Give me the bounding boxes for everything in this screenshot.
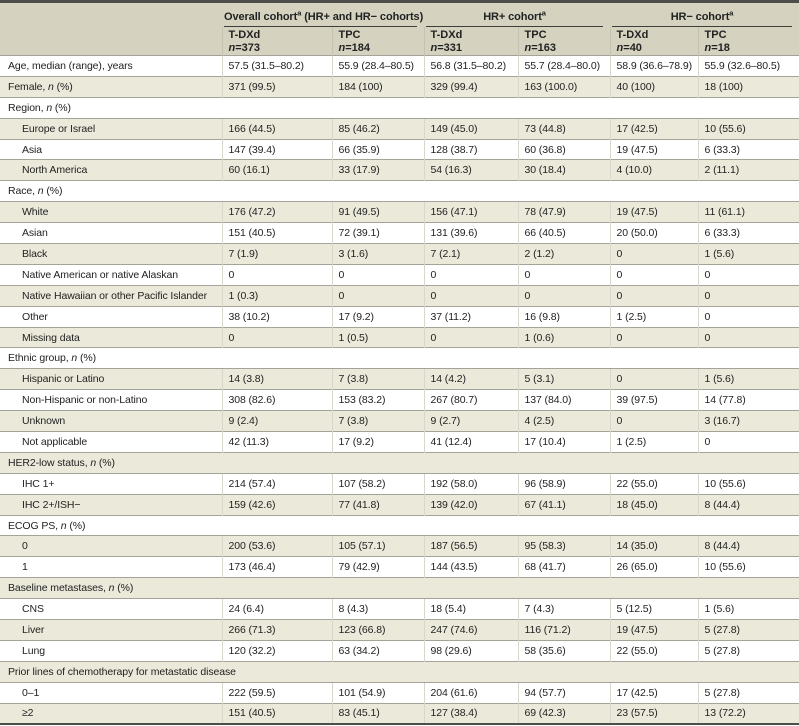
cell-value: 1 (0.3): [222, 285, 332, 306]
cell-value: 149 (45.0): [424, 118, 518, 139]
cell-value: 131 (39.6): [424, 223, 518, 244]
cell-value: 0: [332, 285, 424, 306]
row-label: 1: [0, 557, 222, 578]
table-row: [0, 432, 799, 453]
cell-value: 0: [332, 264, 424, 285]
cell-value: 0: [518, 264, 610, 285]
column-header-tpc-overall: TPC n=184: [332, 27, 424, 56]
cell-value: 17 (10.4): [518, 432, 610, 453]
section-label: Prior lines of chemotherapy for metastatic disease: [0, 661, 799, 682]
cell-value: 200 (53.6): [222, 536, 332, 557]
cell-value: 1 (2.5): [610, 432, 698, 453]
cell-value: 3 (16.7): [698, 411, 799, 432]
cell-value: 41 (12.4): [424, 432, 518, 453]
cell-value: 72 (39.1): [332, 223, 424, 244]
footnote-marker: a: [541, 7, 546, 17]
row-label: North America: [0, 160, 222, 181]
group-header-hr-positive-cohort: [424, 2, 610, 27]
cell-value: 0: [698, 264, 799, 285]
table-row: [0, 285, 799, 306]
table-row: [0, 223, 799, 244]
row-label: Other: [0, 306, 222, 327]
cell-value: 54 (16.3): [424, 160, 518, 181]
cell-value: 107 (58.2): [332, 473, 424, 494]
cell-value: 153 (83.2): [332, 390, 424, 411]
cell-value: 7 (1.9): [222, 244, 332, 265]
cell-value: 116 (71.2): [518, 620, 610, 641]
cell-value: 2 (1.2): [518, 244, 610, 265]
cell-value: 14 (4.2): [424, 369, 518, 390]
cell-value: 127 (38.4): [424, 703, 518, 724]
cell-value: 33 (17.9): [332, 160, 424, 181]
cell-value: 371 (99.5): [222, 76, 332, 97]
cell-value: 26 (65.0): [610, 557, 698, 578]
column-header-tdxd-hr-positive: T-DXd n=331: [424, 27, 518, 56]
cell-value: 19 (47.5): [610, 139, 698, 160]
cell-value: 19 (47.5): [610, 620, 698, 641]
section-label: Race, n (%): [0, 181, 799, 202]
cell-value: 0: [610, 264, 698, 285]
cell-value: 5 (27.8): [698, 682, 799, 703]
table-row: [0, 306, 799, 327]
cell-value: 55.9 (28.4–80.5): [332, 56, 424, 77]
cell-value: 69 (42.3): [518, 703, 610, 724]
cell-value: 163 (100.0): [518, 76, 610, 97]
cell-value: 23 (57.5): [610, 703, 698, 724]
cell-value: 10 (55.6): [698, 118, 799, 139]
cell-value: 38 (10.2): [222, 306, 332, 327]
cell-value: 0: [222, 264, 332, 285]
row-label: Asia: [0, 139, 222, 160]
cell-value: 329 (99.4): [424, 76, 518, 97]
cell-value: 17 (9.2): [332, 306, 424, 327]
cell-value: 214 (57.4): [222, 473, 332, 494]
cell-value: 5 (27.8): [698, 640, 799, 661]
column-header-tpc-hr-positive: TPC n=163: [518, 27, 610, 56]
cell-value: 14 (35.0): [610, 536, 698, 557]
cell-value: 222 (59.5): [222, 682, 332, 703]
row-label: Asian: [0, 223, 222, 244]
cell-value: 247 (74.6): [424, 620, 518, 641]
table-row: [0, 703, 799, 724]
cell-value: 66 (35.9): [332, 139, 424, 160]
cell-value: 266 (71.3): [222, 620, 332, 641]
row-label: 0–1: [0, 682, 222, 703]
row-label: Age, median (range), years: [0, 56, 222, 77]
row-label: Native Hawaiian or other Pacific Islander: [0, 285, 222, 306]
cell-value: 192 (58.0): [424, 473, 518, 494]
cell-value: 166 (44.5): [222, 118, 332, 139]
group-header-hr-negative-cohort: [610, 2, 799, 27]
cell-value: 40 (100): [610, 76, 698, 97]
cell-value: 187 (56.5): [424, 536, 518, 557]
cell-value: 0: [698, 327, 799, 348]
row-label: CNS: [0, 599, 222, 620]
cell-value: 184 (100): [332, 76, 424, 97]
table-row: [0, 682, 799, 703]
table-row: [0, 327, 799, 348]
cell-value: 30 (18.4): [518, 160, 610, 181]
table-row: [0, 244, 799, 265]
cell-value: 101 (54.9): [332, 682, 424, 703]
table-row: [0, 494, 799, 515]
table-body: [0, 56, 799, 725]
cell-value: 156 (47.1): [424, 202, 518, 223]
table-row: [0, 557, 799, 578]
cell-value: 60 (36.8): [518, 139, 610, 160]
column-header-tdxd-overall: T-DXd n=373: [222, 27, 332, 56]
table-corner-cell: [0, 2, 222, 56]
section-label: ECOG PS, n (%): [0, 515, 799, 536]
row-label: Europe or Israel: [0, 118, 222, 139]
cell-value: 0: [424, 327, 518, 348]
cell-value: 98 (29.6): [424, 640, 518, 661]
cell-value: 73 (44.8): [518, 118, 610, 139]
cell-value: 63 (34.2): [332, 640, 424, 661]
cell-value: 1 (0.5): [332, 327, 424, 348]
row-label: Native American or native Alaskan: [0, 264, 222, 285]
cell-value: 308 (82.6): [222, 390, 332, 411]
cell-value: 78 (47.9): [518, 202, 610, 223]
section-row: [0, 515, 799, 536]
cell-value: 5 (12.5): [610, 599, 698, 620]
column-header-tpc-hr-negative: TPC n=18: [698, 27, 799, 56]
cell-value: 60 (16.1): [222, 160, 332, 181]
cell-value: 13 (72.2): [698, 703, 799, 724]
cell-value: 147 (39.4): [222, 139, 332, 160]
row-label: 0: [0, 536, 222, 557]
group-label: HR+ cohort$^a$: [426, 11, 603, 27]
cell-value: 0: [610, 411, 698, 432]
cell-value: 0: [610, 369, 698, 390]
footnote-marker: a: [729, 7, 734, 17]
cell-value: 22 (55.0): [610, 473, 698, 494]
cell-value: 66 (40.5): [518, 223, 610, 244]
row-label: IHC 1+: [0, 473, 222, 494]
row-label: IHC 2+/ISH−: [0, 494, 222, 515]
cell-value: 9 (2.4): [222, 411, 332, 432]
section-row: [0, 97, 799, 118]
cell-value: 91 (49.5): [332, 202, 424, 223]
cell-value: 0: [424, 285, 518, 306]
cell-value: 5 (3.1): [518, 369, 610, 390]
cell-value: 1 (2.5): [610, 306, 698, 327]
table-row: [0, 264, 799, 285]
cell-value: 0: [222, 327, 332, 348]
cell-value: 159 (42.6): [222, 494, 332, 515]
group-label: HR− cohort$^a$: [612, 11, 792, 27]
cell-value: 3 (1.6): [332, 244, 424, 265]
cell-value: 96 (58.9): [518, 473, 610, 494]
cell-value: 5 (27.8): [698, 620, 799, 641]
cell-value: 9 (2.7): [424, 411, 518, 432]
row-label: Non-Hispanic or non-Latino: [0, 390, 222, 411]
cell-value: 1 (5.6): [698, 369, 799, 390]
table-row: [0, 473, 799, 494]
table-row: [0, 599, 799, 620]
cell-value: 267 (80.7): [424, 390, 518, 411]
cell-value: 18 (5.4): [424, 599, 518, 620]
cell-value: 17 (9.2): [332, 432, 424, 453]
table-row: [0, 202, 799, 223]
cell-value: 56.8 (31.5–80.2): [424, 56, 518, 77]
table-header: [0, 2, 799, 56]
row-label: Missing data: [0, 327, 222, 348]
cell-value: 151 (40.5): [222, 703, 332, 724]
cell-value: 128 (38.7): [424, 139, 518, 160]
group-label: Overall cohort$^a$ (HR+ and HR− cohorts): [224, 11, 417, 27]
cell-value: 37 (11.2): [424, 306, 518, 327]
row-label: Unknown: [0, 411, 222, 432]
section-label: Baseline metastases, n (%): [0, 578, 799, 599]
section-row: [0, 452, 799, 473]
cell-value: 17 (42.5): [610, 682, 698, 703]
cell-value: 57.5 (31.5–80.2): [222, 56, 332, 77]
cell-value: 55.9 (32.6–80.5): [698, 56, 799, 77]
cell-value: 39 (97.5): [610, 390, 698, 411]
group-header-row: [0, 2, 799, 27]
cell-value: 123 (66.8): [332, 620, 424, 641]
cell-value: 14 (3.8): [222, 369, 332, 390]
cell-value: 0: [698, 306, 799, 327]
cell-value: 176 (47.2): [222, 202, 332, 223]
section-row: [0, 578, 799, 599]
row-label: Black: [0, 244, 222, 265]
cell-value: 16 (9.8): [518, 306, 610, 327]
section-label: Ethnic group, n (%): [0, 348, 799, 369]
cell-value: 83 (45.1): [332, 703, 424, 724]
cell-value: 94 (57.7): [518, 682, 610, 703]
cell-value: 67 (41.1): [518, 494, 610, 515]
cell-value: 95 (58.3): [518, 536, 610, 557]
table-row: [0, 118, 799, 139]
table-row: [0, 536, 799, 557]
row-label: Lung: [0, 640, 222, 661]
cell-value: 19 (47.5): [610, 202, 698, 223]
table-row: [0, 620, 799, 641]
cell-value: 0: [424, 264, 518, 285]
cell-value: 4 (10.0): [610, 160, 698, 181]
cell-value: 151 (40.5): [222, 223, 332, 244]
cell-value: 8 (44.4): [698, 536, 799, 557]
cell-value: 17 (42.5): [610, 118, 698, 139]
cell-value: 10 (55.6): [698, 473, 799, 494]
cell-value: 0: [610, 244, 698, 265]
cell-value: 10 (55.6): [698, 557, 799, 578]
row-label: White: [0, 202, 222, 223]
table-row: [0, 369, 799, 390]
cell-value: 7 (2.1): [424, 244, 518, 265]
cell-value: 8 (44.4): [698, 494, 799, 515]
cell-value: 55.7 (28.4–80.0): [518, 56, 610, 77]
cell-value: 4 (2.5): [518, 411, 610, 432]
cell-value: 20 (50.0): [610, 223, 698, 244]
cell-value: 139 (42.0): [424, 494, 518, 515]
cell-value: 8 (4.3): [332, 599, 424, 620]
footnote-marker: a: [297, 7, 302, 17]
section-label: HER2-low status, n (%): [0, 452, 799, 473]
cell-value: 173 (46.4): [222, 557, 332, 578]
table-row: [0, 411, 799, 432]
row-label: Hispanic or Latino: [0, 369, 222, 390]
cell-value: 7 (4.3): [518, 599, 610, 620]
cell-value: 6 (33.3): [698, 139, 799, 160]
cell-value: 1 (0.6): [518, 327, 610, 348]
cell-value: 2 (11.1): [698, 160, 799, 181]
cell-value: 0: [698, 432, 799, 453]
cell-value: 22 (55.0): [610, 640, 698, 661]
cell-value: 204 (61.6): [424, 682, 518, 703]
cell-value: 0: [610, 327, 698, 348]
cell-value: 58 (35.6): [518, 640, 610, 661]
cell-value: 120 (32.2): [222, 640, 332, 661]
cell-value: 58.9 (36.6–78.9): [610, 56, 698, 77]
cell-value: 0: [518, 285, 610, 306]
cell-value: 14 (77.8): [698, 390, 799, 411]
cell-value: 144 (43.5): [424, 557, 518, 578]
cell-value: 7 (3.8): [332, 369, 424, 390]
table-row: [0, 139, 799, 160]
column-header-tdxd-hr-negative: T-DXd n=40: [610, 27, 698, 56]
table-row: [0, 390, 799, 411]
section-row: [0, 181, 799, 202]
cell-value: 68 (41.7): [518, 557, 610, 578]
cell-value: 6 (33.3): [698, 223, 799, 244]
cell-value: 79 (42.9): [332, 557, 424, 578]
section-row: [0, 661, 799, 682]
row-label: Not applicable: [0, 432, 222, 453]
cell-value: 18 (100): [698, 76, 799, 97]
row-label: Female, n (%): [0, 76, 222, 97]
cell-value: 1 (5.6): [698, 244, 799, 265]
cell-value: 0: [698, 285, 799, 306]
cell-value: 105 (57.1): [332, 536, 424, 557]
cell-value: 0: [610, 285, 698, 306]
cell-value: 77 (41.8): [332, 494, 424, 515]
cell-value: 18 (45.0): [610, 494, 698, 515]
table-row: [0, 160, 799, 181]
section-label: Region, n (%): [0, 97, 799, 118]
table-row: [0, 56, 799, 77]
cell-value: 11 (61.1): [698, 202, 799, 223]
table-row: [0, 640, 799, 661]
row-label: ≥2: [0, 703, 222, 724]
cell-value: 85 (46.2): [332, 118, 424, 139]
section-row: [0, 348, 799, 369]
cell-value: 24 (6.4): [222, 599, 332, 620]
cell-value: 1 (5.6): [698, 599, 799, 620]
cell-value: 137 (84.0): [518, 390, 610, 411]
cell-value: 42 (11.3): [222, 432, 332, 453]
table-row: [0, 76, 799, 97]
group-header-overall-cohort: [222, 2, 424, 27]
row-label: Liver: [0, 620, 222, 641]
cell-value: 7 (3.8): [332, 411, 424, 432]
